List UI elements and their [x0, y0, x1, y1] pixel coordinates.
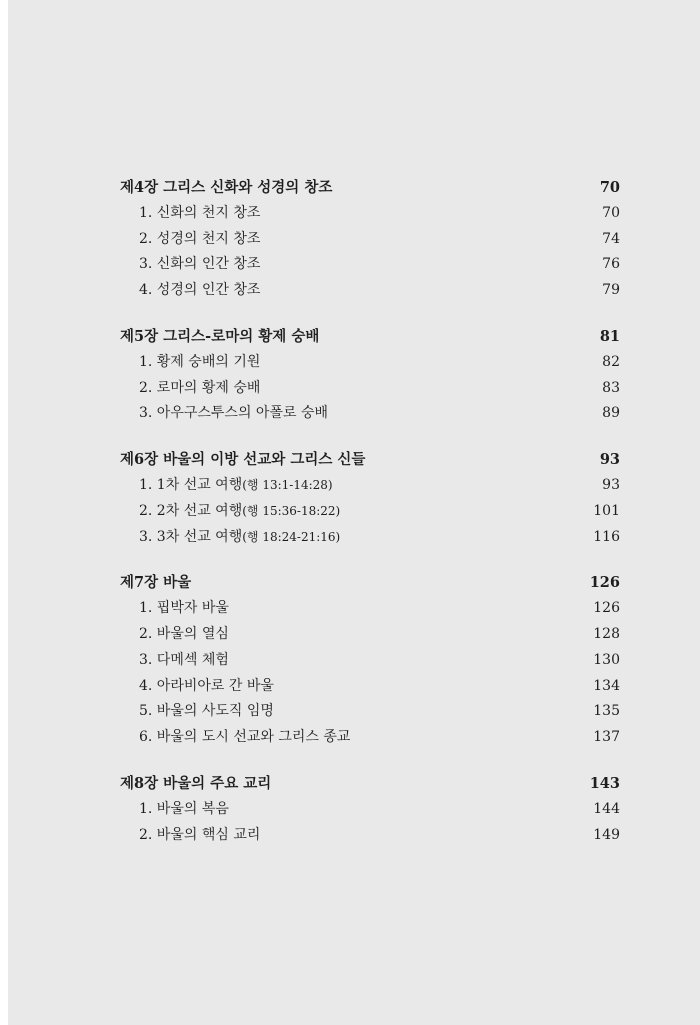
section-page-number: 93	[602, 476, 620, 493]
section-title: 6. 바울의 도시 선교와 그리스 종교	[139, 729, 351, 746]
section-page-number: 134	[593, 677, 620, 694]
chapter-heading	[120, 447, 620, 473]
table-of-contents	[120, 175, 620, 868]
section-page-number: 82	[602, 353, 620, 370]
section-page-number: 79	[602, 282, 620, 299]
section-entry	[120, 401, 620, 427]
scripture-reference: (행 18:24-21:16)	[242, 529, 341, 544]
section-title: 2. 로마의 황제 숭배	[139, 379, 261, 396]
section-page-number: 137	[593, 729, 620, 746]
section-title-text: 3. 3차 선교 여행	[139, 528, 243, 545]
section-page-number: 135	[593, 703, 620, 720]
chapter-page-number: 81	[599, 327, 620, 345]
section-entry	[120, 499, 620, 525]
section-entry	[120, 473, 620, 499]
section-title-text: 2. 2차 선교 여행	[139, 502, 243, 519]
chapter-7	[120, 570, 620, 751]
section-page-number: 74	[602, 230, 620, 247]
section-entry	[120, 350, 620, 376]
section-page-number: 128	[593, 625, 620, 642]
section-title	[120, 525, 340, 551]
section-entry	[120, 725, 620, 751]
scripture-reference: (행 13:1-14:28)	[242, 477, 333, 492]
section-title: 4. 성경의 인간 창조	[139, 282, 261, 299]
section-title: 3. 다메섹 체험	[139, 651, 229, 668]
section-entry	[120, 278, 620, 304]
section-page-number: 101	[593, 502, 620, 519]
chapter-heading	[120, 175, 620, 201]
section-title: 3. 신화의 인간 창조	[139, 256, 261, 273]
section-entry	[120, 823, 620, 849]
section-entry	[120, 227, 620, 253]
section-page-number: 76	[602, 256, 620, 273]
section-entry	[120, 648, 620, 674]
section-page-number: 126	[593, 600, 620, 617]
section-title: 4. 아라비아로 간 바울	[139, 677, 274, 694]
chapter-title: 제5장 그리스-로마의 황제 숭배	[120, 327, 320, 345]
chapter-page-number: 143	[589, 774, 620, 792]
chapter-page-number: 93	[599, 451, 620, 469]
chapter-page-number: 126	[589, 574, 620, 592]
chapter-title: 제8장 바울의 주요 교리	[120, 774, 272, 792]
section-entry	[120, 201, 620, 227]
section-entry	[120, 525, 620, 551]
section-page-number: 83	[602, 379, 620, 396]
section-title: 1. 바울의 복음	[139, 800, 229, 817]
chapter-heading	[120, 771, 620, 797]
book-page	[8, 0, 700, 1025]
chapter-page-number: 70	[599, 179, 620, 196]
section-page-number: 89	[602, 405, 620, 422]
chapter-heading	[120, 570, 620, 596]
section-entry	[120, 376, 620, 402]
chapter-heading	[120, 324, 620, 350]
section-title: 2. 성경의 천지 창조	[139, 230, 261, 247]
chapter-8	[120, 771, 620, 848]
scripture-reference: (행 15:36-18:22)	[242, 503, 341, 518]
section-entry	[120, 797, 620, 823]
section-title-text: 1. 1차 선교 여행	[139, 476, 243, 493]
section-title: 1. 핍박자 바울	[139, 600, 229, 617]
section-entry	[120, 622, 620, 648]
chapter-5	[120, 324, 620, 427]
chapter-title: 제4장 그리스 신화와 성경의 창조	[120, 179, 333, 196]
section-title: 5. 바울의 사도직 임명	[139, 703, 274, 720]
section-entry	[120, 252, 620, 278]
chapter-6	[120, 447, 620, 550]
section-title: 1. 신화의 천지 창조	[139, 204, 261, 221]
section-title: 3. 아우구스투스의 아폴로 숭배	[139, 405, 328, 422]
section-title	[120, 473, 333, 499]
chapter-title: 제7장 바울	[120, 574, 192, 592]
chapter-4	[120, 175, 620, 304]
section-entry	[120, 596, 620, 622]
section-title	[120, 499, 340, 525]
section-entry	[120, 674, 620, 700]
section-page-number: 130	[593, 651, 620, 668]
section-page-number: 116	[593, 528, 620, 545]
section-entry	[120, 699, 620, 725]
section-title: 2. 바울의 핵심 교리	[139, 826, 261, 843]
section-title: 1. 황제 숭배의 기원	[139, 353, 261, 370]
section-page-number: 70	[602, 204, 620, 221]
section-title: 2. 바울의 열심	[139, 625, 229, 642]
chapter-title: 제6장 바울의 이방 선교와 그리스 신들	[120, 451, 366, 469]
section-page-number: 149	[593, 826, 620, 843]
section-page-number: 144	[593, 800, 620, 817]
